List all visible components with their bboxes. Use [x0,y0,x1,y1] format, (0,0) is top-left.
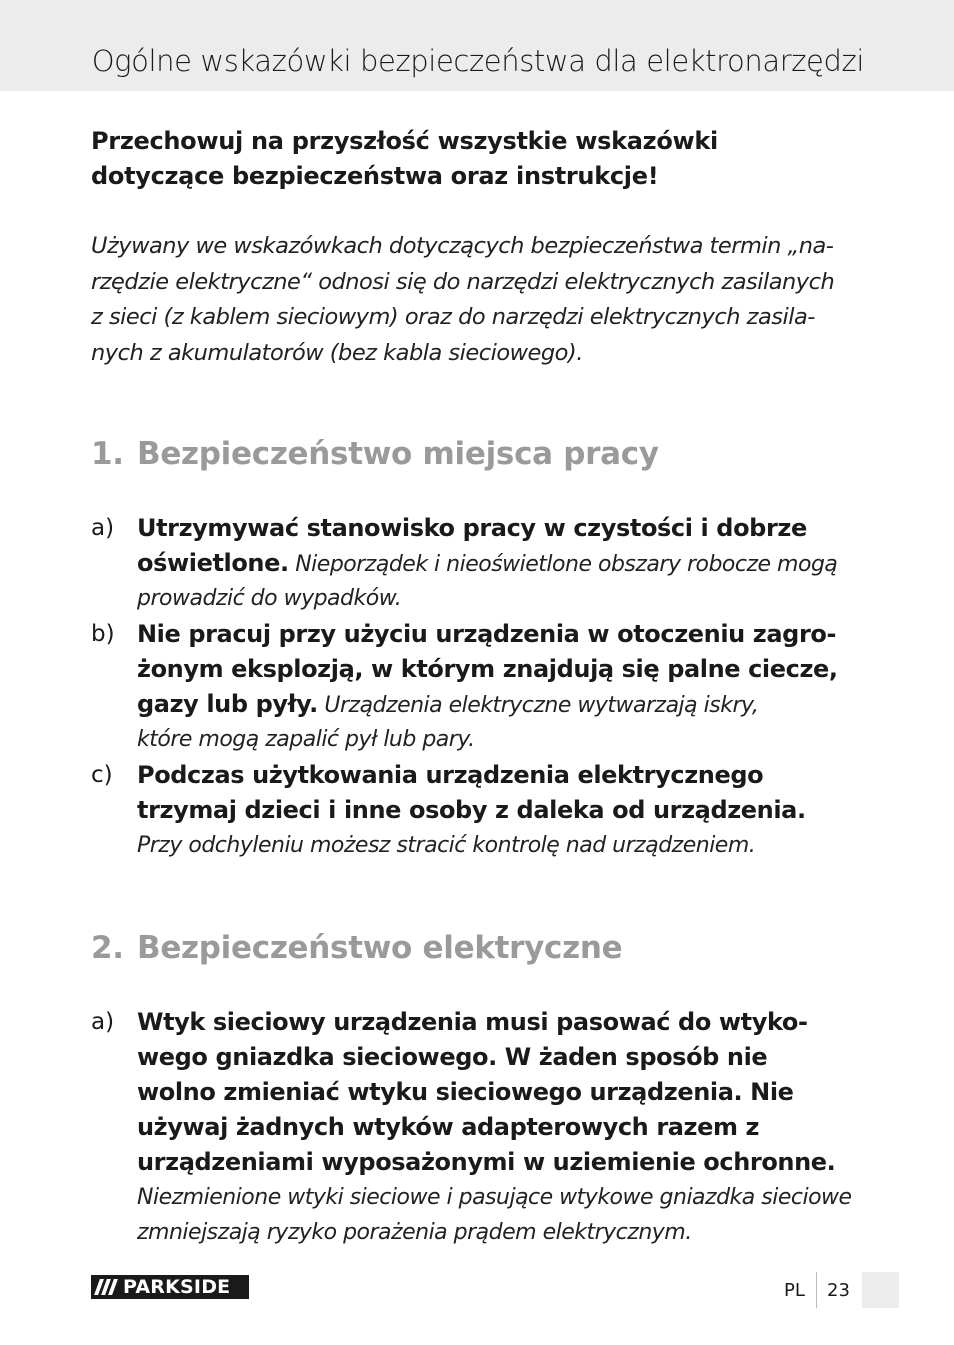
item-bold-text: Utrzymywać stanowisko pracy w czystości i dobrze [137,514,807,542]
item-bold-text: używaj żadnych wtyków adapterowych razem z [137,1113,760,1141]
item-marker: b) [91,621,115,647]
footer-tab-box [862,1272,899,1308]
item-bold-text: wego gniazdka sieciowego. W żaden sposób nie [137,1043,768,1071]
language-code: PL [784,1280,805,1301]
intro-italic-line: nych z akumulatorów (bez kabla sieciowego). [91,339,583,366]
item-bold-text: wolno zmieniać wtyku sieciowego urządzenia. Nie [137,1078,794,1106]
section-number: 1. [91,436,124,472]
item-bold-text: gazy lub pyły. [137,690,318,718]
logo-brand-text: PARKSIDE [123,1276,231,1298]
section-number: 2. [91,930,124,966]
intro-definition [91,229,866,371]
item-italic-text: Niezmienione wtyki sieciowe i pasujące wtykowe gniazdka sieciowe [137,1185,852,1210]
item-bold-text: Nie pracuj przy użyciu urządzenia w otoczeniu zagro- [137,620,837,648]
item-marker: a) [91,1009,115,1035]
item-bold-text: żonym eksplozją, w którym znajdują się palne ciecze, [137,655,838,683]
parkside-logo [91,1275,249,1299]
item-marker: c) [91,762,113,788]
item-italic-text: Nieporządek i nieoświetlone obszary robocze mogą [288,552,838,577]
item-bold-text: Wtyk sieciowy urządzenia musi pasować do wtyko- [137,1008,808,1036]
item-bold-text: Podczas użytkowania urządzenia elektrycznego [137,761,764,789]
item-italic-text: które mogą zapalić pył lub pary. [137,727,475,752]
item-bold-text: trzymaj dzieci i inne osoby z daleka od urządzenia. [137,796,806,824]
header-bar [0,0,954,91]
item-italic-text: prowadzić do wypadków. [137,586,402,611]
intro-italic-line: z sieci (z kablem sieciowym) oraz do narzędzi elektrycznych zasila- [91,304,815,330]
item-italic-text: zmniejszają ryzyko porażenia prądem elektrycznym. [137,1220,692,1245]
section-title: Bezpieczeństwo elektryczne [137,930,623,966]
footer-divider [816,1272,817,1308]
section-heading-electrical [91,930,622,966]
section-heading-work-area [91,436,659,472]
page-title: Ogólne wskazówki bezpieczeństwa dla elektronarzędzi [91,44,864,78]
section-title: Bezpieczeństwo miejsca pracy [137,436,659,472]
intro-italic-line: Używany we wskazówkach dotyczących bezpieczeństwa termin „na- [91,233,834,259]
intro-bold-notice [91,124,861,194]
page-number: 23 [827,1280,850,1301]
intro-bold-line: Przechowuj na przyszłość wszystkie wskazówki [91,127,718,155]
item-bold-text: oświetlone. [137,549,289,577]
item-marker: a) [91,515,115,541]
item-italic-text: Urządzenia elektryczne wytwarzają iskry, [317,693,759,718]
logo-stripes-icon [91,1275,119,1299]
intro-bold-line: dotyczące bezpieczeństwa oraz instrukcje! [91,162,659,190]
item-bold-text: urządzeniami wyposażonymi w uziemienie ochronne. [137,1148,836,1176]
intro-italic-line: rzędzie elektryczne“ odnosi się do narzędzi elektrycznych zasilanych [91,268,835,295]
item-italic-text: Przy odchyleniu możesz stracić kontrolę nad urządzeniem. [137,833,756,858]
